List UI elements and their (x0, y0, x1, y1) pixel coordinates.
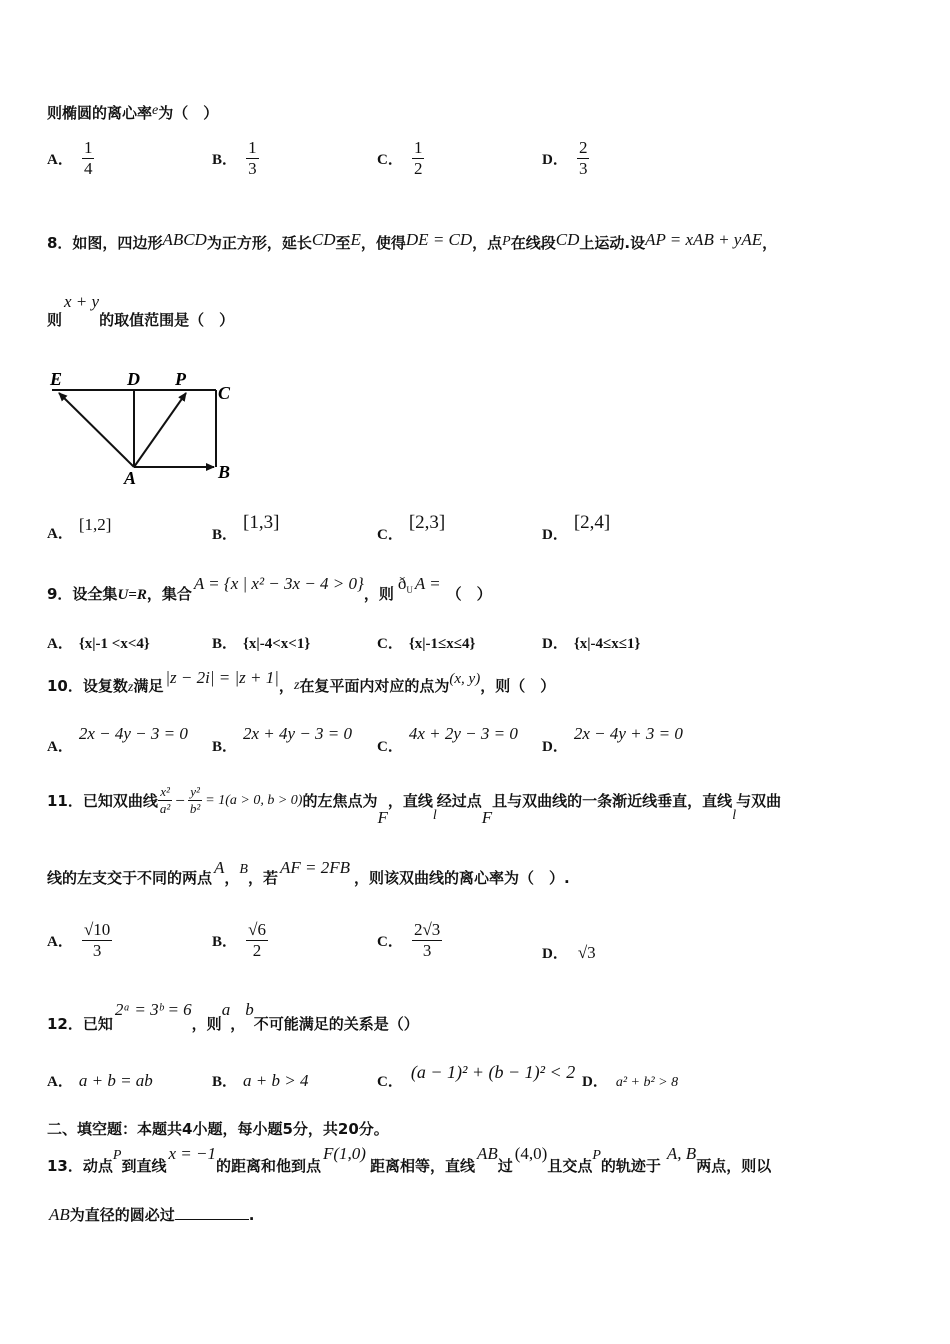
denominator: 3 (248, 159, 257, 178)
numerator: 1 (413, 138, 423, 157)
option-value: a + b = ab (78, 1071, 153, 1090)
option-value: 4x + 2y − 3 = 0 (408, 724, 518, 743)
q8-text: 为正方形，延长 (206, 234, 312, 252)
q12-option-b[interactable] (212, 1070, 308, 1091)
q11-math: B (239, 862, 248, 877)
q8-option-c[interactable] (377, 512, 445, 544)
option-label: C． (377, 1074, 403, 1090)
q11-math: = 1(a > 0, b > 0) (205, 792, 303, 808)
q10-option-d[interactable] (542, 724, 683, 756)
q13-stem (47, 1144, 771, 1176)
q8-math: CD (311, 230, 336, 249)
label-e: E (50, 369, 63, 389)
q7-option-a-fraction (82, 138, 95, 179)
label-c: C (218, 383, 231, 403)
q7-option-c[interactable] (377, 138, 424, 179)
option-label: D． (542, 527, 568, 543)
q10-text: 满足 (133, 677, 164, 695)
q10-math: (x, y) (449, 671, 481, 687)
q11-text: 与双曲 (736, 792, 782, 810)
q7-eccentricity-var: e (152, 103, 159, 118)
answer-blank[interactable] (175, 1205, 249, 1220)
q11-math: l (732, 808, 737, 823)
option-label: B． (212, 1074, 238, 1090)
q11-text: ，若 (247, 869, 278, 887)
q11-option-d[interactable] (542, 942, 596, 963)
q9-text: 9．设全集 (47, 585, 118, 603)
q12-stem (47, 1000, 419, 1034)
q11-text: 且与双曲线的一条渐近线垂直，直线 (492, 792, 733, 810)
q13-text: 过 (497, 1157, 513, 1175)
numerator: 2√3 (413, 920, 441, 939)
q11-option-c-fraction (412, 920, 442, 961)
q11-stem (47, 784, 781, 828)
q11-text: ，直线 (387, 792, 433, 810)
denominator: 3 (422, 941, 432, 960)
vector-ae (59, 393, 134, 467)
option-value: a + b > 4 (243, 1071, 309, 1090)
q7-stem-text: 则椭圆的离心率 (47, 104, 153, 122)
q13-text: 的轨迹于 (600, 1157, 661, 1175)
q13-math: (4,0) (514, 1144, 548, 1163)
q8-math: ABCD (162, 230, 207, 249)
q8-math: CD (555, 230, 580, 249)
q13-stem-line2 (49, 1204, 255, 1225)
q10-modulus-equation: |z − 2i| = |z + 1| (165, 668, 279, 687)
q7-option-c-fraction (412, 138, 425, 179)
option-value: {x|-1≤x≤4} (408, 636, 476, 652)
q9-option-c[interactable] (377, 632, 475, 653)
q13-math: A, B (666, 1144, 697, 1163)
option-label: A． (47, 739, 73, 755)
denominator: 3 (92, 941, 102, 960)
q10-text: 10．设复数 (47, 677, 128, 695)
q7-option-b-fraction (246, 138, 259, 179)
q8-option-b[interactable] (212, 512, 279, 544)
option-label: C． (377, 527, 403, 543)
q11-frac-x (158, 784, 172, 817)
q8-option-d[interactable] (542, 512, 610, 544)
option-label: D． (582, 1074, 608, 1090)
q12-math: a (221, 1000, 231, 1019)
q9-complement-symbol: ð (397, 574, 407, 593)
option-value: [1,2] (78, 515, 112, 534)
q11-option-a[interactable] (47, 920, 112, 961)
q13-text: . (248, 1206, 255, 1224)
denominator: 2 (413, 159, 423, 178)
option-value: [2,4] (573, 512, 611, 533)
option-label: A． (47, 636, 73, 652)
q11-text: 的左焦点为 (302, 792, 378, 810)
q9-text: ，则 (363, 585, 394, 603)
numerator: √6 (248, 920, 266, 939)
q7-option-d-fraction (577, 138, 590, 179)
option-label: C． (377, 739, 403, 755)
q11-text: 11．已知双曲线 (47, 792, 158, 810)
q11-frac-y (188, 784, 202, 817)
option-label: C． (377, 934, 403, 950)
q11-option-c[interactable] (377, 920, 442, 961)
option-label: C． (377, 152, 403, 168)
option-value: {x|-4<x<1} (243, 636, 311, 652)
option-label: C． (377, 636, 403, 652)
q13-math: AB (49, 1205, 70, 1224)
q13-text: 两点，则以 (696, 1157, 772, 1175)
q10-text: ，则（ ） (480, 677, 556, 695)
q12-text: 不可能满足的关系是（） (253, 1015, 419, 1033)
q12-option-a[interactable] (47, 1070, 153, 1091)
q10-text: ， (278, 677, 294, 695)
option-label: B． (212, 739, 238, 755)
q12-math: 2ᵃ = 3ᵇ = 6 (114, 1000, 192, 1019)
option-label: B． (212, 527, 238, 543)
q7-stem-suffix: 为（ ） (158, 104, 219, 122)
q10-option-a[interactable] (47, 724, 188, 756)
q12-option-d[interactable] (582, 1070, 678, 1091)
q11-math: F (377, 808, 388, 827)
q11-minus: − (175, 790, 185, 810)
q9-text: （ ） (446, 585, 492, 603)
q10-text: 在复平面内对应的点为 (299, 677, 450, 695)
numerator: 1 (83, 138, 93, 157)
q8-math: E (350, 230, 361, 249)
q11-text: ， (224, 869, 240, 887)
option-value: a² + b² > 8 (615, 1075, 679, 1090)
option-label: A． (47, 934, 73, 950)
q8-stem-line2 (47, 292, 234, 330)
option-value: [2,3] (408, 512, 446, 533)
q8-option-a[interactable] (47, 515, 111, 543)
q9-set-expression: A = {x | x² − 3x − 4 > 0} (193, 574, 364, 593)
option-label: A． (47, 1074, 73, 1090)
q13-text: 到直线 (121, 1157, 167, 1175)
q13-math: P (592, 1148, 601, 1163)
q11-stem-line2 (47, 858, 570, 888)
option-value: 2x − 4y + 3 = 0 (573, 724, 683, 743)
q12-text: ， (230, 1015, 246, 1033)
label-d: D (127, 369, 140, 389)
option-value: 2x − 4y − 3 = 0 (78, 724, 188, 743)
q8-math: AP = xAB + yAE (645, 230, 763, 249)
q7-option-b[interactable] (212, 138, 259, 179)
option-label: A． (47, 152, 73, 168)
q12-text: 12．已知 (47, 1015, 113, 1033)
label-b: B (218, 462, 231, 482)
q11-option-b-fraction (246, 920, 268, 961)
q8-math: x + y (64, 292, 100, 311)
option-label: D． (542, 152, 568, 168)
q12-option-c[interactable] (377, 1062, 575, 1091)
q8-stem (47, 230, 777, 253)
option-value: 2x + 4y − 3 = 0 (243, 724, 353, 743)
q8-text: 8．如图，四边形 (47, 234, 163, 252)
q13-text: 且交点 (547, 1157, 593, 1175)
q8-text: 至 (335, 234, 351, 252)
numerator: √10 (83, 920, 111, 939)
q9-stem (47, 574, 492, 604)
q13-math: AB (476, 1144, 498, 1163)
numerator: 1 (248, 138, 257, 157)
option-label: A． (47, 526, 73, 542)
numerator: x² (160, 784, 170, 799)
q11-math: A (214, 858, 225, 877)
q9-text: ，集合 (146, 585, 192, 603)
numerator: 2 (578, 138, 588, 157)
option-label: D． (542, 739, 568, 755)
q8-text: 上运动.设 (579, 234, 646, 252)
q8-text: 的取值范围是（ ） (99, 311, 235, 329)
q11-math: l (432, 808, 437, 823)
option-value: (a − 1)² + (b − 1)² < 2 (410, 1062, 576, 1082)
denominator: b² (189, 801, 201, 816)
denominator: 3 (578, 159, 588, 178)
q9-option-a[interactable] (47, 632, 150, 653)
q10-stem (47, 668, 555, 696)
q12-text: ，则 (191, 1015, 222, 1033)
q13-text: 13．动点 (47, 1157, 113, 1175)
q11-math: F (481, 808, 493, 827)
q8-math: DE = CD (405, 230, 473, 249)
q8-text: ，点 (472, 234, 503, 252)
q11-text: ，则该双曲线的离心率为（ ）. (354, 869, 570, 887)
q8-math: P (502, 234, 511, 249)
option-label: D． (542, 946, 568, 962)
q7-option-d[interactable] (542, 138, 589, 179)
option-label: D． (542, 636, 568, 652)
denominator: a² (159, 801, 171, 816)
q11-option-a-fraction (82, 920, 112, 961)
q9-option-b[interactable] (212, 632, 310, 653)
section-heading: 二、填空题：本题共4小题，每小题5分，共20分。 (47, 1120, 389, 1138)
option-value: [1,3] (243, 512, 280, 533)
q7-option-a[interactable] (47, 138, 94, 179)
q11-math: AF = 2FB (280, 858, 351, 877)
q10-math: z (293, 678, 300, 693)
denominator: 2 (252, 941, 262, 960)
q8-text: 在线段 (510, 234, 556, 252)
q13-text: 为直径的圆必过 (69, 1206, 175, 1224)
q11-text: 线的左支交于不同的两点 (47, 869, 213, 887)
q13-text: 的距离和他到点 (215, 1157, 321, 1175)
q7-stem (47, 102, 218, 123)
label-a: A (124, 468, 137, 488)
numerator: y² (190, 784, 200, 799)
q9-complement-subscript: U (406, 585, 413, 595)
q10-option-c[interactable] (377, 724, 518, 756)
q8-text: ， (762, 234, 778, 252)
denominator: 4 (83, 159, 93, 178)
q13-math: x = −1 (168, 1144, 216, 1163)
q10-math: z (127, 680, 134, 695)
label-p: P (175, 369, 186, 389)
q13-math: F(1,0) (322, 1144, 366, 1163)
vector-ap (134, 393, 186, 467)
option-label: B． (212, 636, 238, 652)
q9-math: U=R (117, 587, 147, 603)
q9-math: A = (414, 574, 441, 593)
q10-option-b[interactable] (212, 724, 352, 756)
q8-text: 则 (47, 311, 63, 329)
q12-math: b (245, 1000, 254, 1019)
q13-text: 距离相等，直线 (369, 1157, 475, 1175)
option-value: {x|-1 <x<4} (78, 636, 150, 652)
option-label: B． (212, 934, 238, 950)
q8-text: ，使得 (360, 234, 406, 252)
option-value: {x|-4≤x≤1} (573, 636, 641, 652)
q13-math: P (112, 1148, 122, 1163)
option-label: B． (212, 152, 238, 168)
q9-option-d[interactable] (542, 632, 640, 653)
option-value: √3 (577, 943, 596, 962)
q8-square-figure (44, 366, 244, 488)
q11-text: 经过点 (436, 792, 482, 810)
q11-option-b[interactable] (212, 920, 268, 961)
